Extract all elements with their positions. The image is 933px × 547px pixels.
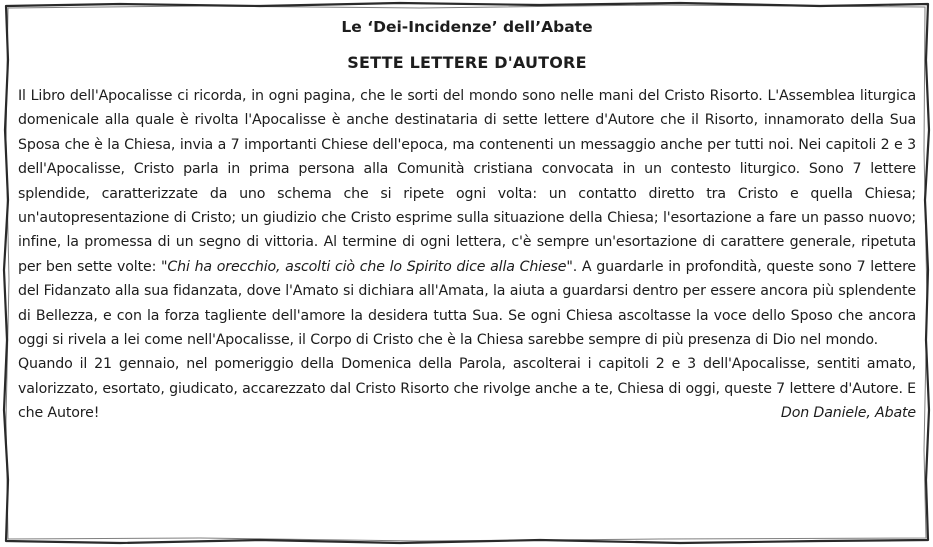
- article: [18, 12, 916, 426]
- paragraph-1-continuation: . A guardarle in profondità, queste sono 7 lettere del Fidanzato alla sua fidanzata, dove l'Amato si dichiara all'Amata, la aiuta a guardarsi dentro per essere ancora più splendente di Bellezza, e con la forza tagliente dell'amore la desidera tutta Sua. Se ogni Chiesa ascoltasse la voce dello Sposo che ancora oggi si rivela a lei come nell'Apocalisse, il Corpo di Cristo che è la Chiesa sarebbe sempre di più presenza di Dio nel mondo.: [18, 258, 917, 349]
- article-subtitle: SETTE LETTERE D'AUTORE: [347, 53, 587, 72]
- paragraph-2-text: Quando il 21 gennaio, nel pomeriggio della Domenica della Parola, ascolterai i capitoli 2 e 3 dell'Apocalisse, sentiti amato, valorizzato, esortato, giudicato, accarezzato dal Cristo Risorto che rivolge anche a te, Chiesa di oggi, queste 7 lettere d'Autore. E che Autore!: [18, 356, 916, 422]
- scripture-quote: "Chi ha orecchio, ascolti ciò che lo Spirito dice alla Chiese": [161, 258, 573, 275]
- page-title: Le ‘Dei-Incidenze’ dell’Abate: [341, 18, 593, 36]
- paragraph-2: [18, 352, 916, 425]
- article-body: [18, 84, 916, 426]
- paragraph-1-text: Il Libro dell'Apocalisse ci ricorda, in ogni pagina, che le sorti del mondo sono nelle mani del Cristo Risorto. L'Assemblea liturgica domenicale alla quale è rivolta l'Apocalisse è anche destinataria di sette lettere d'Autore che il Risorto, innamorato della Sua Sposa che è la Chiesa, invia a 7 importanti Chiese dell'epoca, ma contenenti un messaggio anche per tutti noi. Nei capitoli 2 e 3 dell'Apocalisse, Cristo parla in prima persona alla Comunità cristiana convocata in un contesto liturgico. Sono 7 lettere splendide, caratterizzate da uno schema che si ripete ogni volta: un contatto diretto tra Cristo e quella Chiesa; un'autopresentazione di Cristo; un giudizio che Cristo esprime sulla situazione della Chiesa; l'esortazione a fare un passo nuovo; infine, la promessa di un segno di vittoria. Al termine di ogni lettera, c'è sempre un'esortazione di carattere generale, ripetuta per ben sette volte:: [18, 88, 916, 275]
- author-signature: Don Daniele, Abate: [780, 405, 916, 422]
- paragraph-1: [18, 84, 916, 352]
